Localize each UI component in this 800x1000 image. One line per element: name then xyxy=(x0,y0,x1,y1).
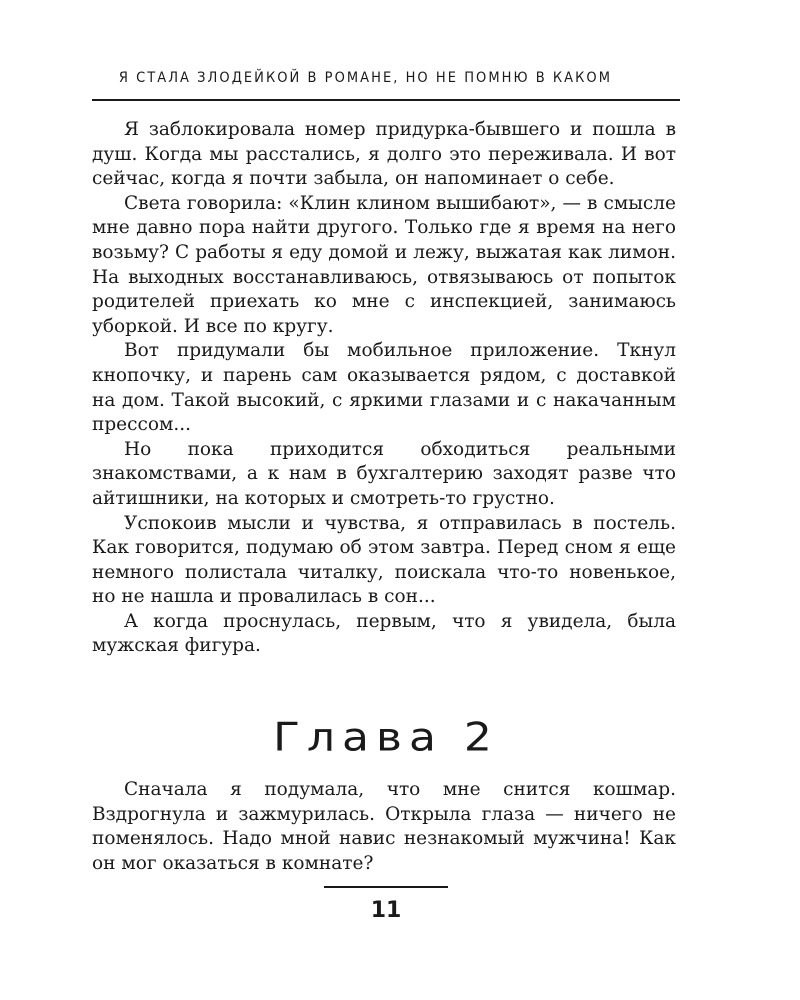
footer-rule xyxy=(324,886,448,888)
chapter-2-text xyxy=(92,778,676,876)
chapter-heading: Глава 2 xyxy=(273,714,499,761)
page-number: 11 xyxy=(370,898,402,923)
chapter-1-text xyxy=(92,118,676,659)
paragraph: Я заблокировала номер придурка-бывшего и пошла в душ. Когда мы расстались, я долго это переживала. И вот сейчас, когда я почти забыла, он напоминает о себе. xyxy=(92,119,676,190)
running-head: Я СТАЛА ЗЛОДЕЙКОЙ В РОМАНЕ, НО НЕ ПОМНЮ В КАКОМ xyxy=(118,70,613,86)
paragraph: Вот придумали бы мобильное приложение. Ткнул кнопочку, и парень сам оказывается рядом, с доставкой на дом. Такой высокий, с яркими глазами и с накачанным прессом... xyxy=(92,340,676,436)
paragraph: Но пока приходится обходиться реальными знакомствами, а к нам в бухгалтерию заходят разве что айтишники, на которых и смотреть-то грустно. xyxy=(92,438,676,509)
paragraph: А когда проснулась, первым, что я увидела, была мужская фигура. xyxy=(92,610,676,657)
paragraph: Света говорила: «Клин клином вышибают», — в смысле мне давно пора найти другого. Только где я время на него возьму? С работы я еду домой и лежу, выжатая как лимон. На выходных восстанавливаюсь, отвязываюсь от попыток родителей приехать ко мне с инспекцией, занимаюсь уборкой. И все по кругу. xyxy=(92,192,676,337)
paragraph: Сначала я подумала, что мне снится кошмар. Вздрогнула и зажмурилась. Открыла глаза — ничего не поменялось. Надо мной навис незнакомый мужчина! Как он мог оказаться в комнате? xyxy=(92,779,676,874)
header-rule xyxy=(92,99,680,101)
paragraph: Успокоив мысли и чувства, я отправилась в постель. Как говорится, подумаю об этом завтра. Перед сном я еще немного полистала читалку, поискала что-то новенькое, но не нашла и провалилась в сон... xyxy=(92,512,676,608)
